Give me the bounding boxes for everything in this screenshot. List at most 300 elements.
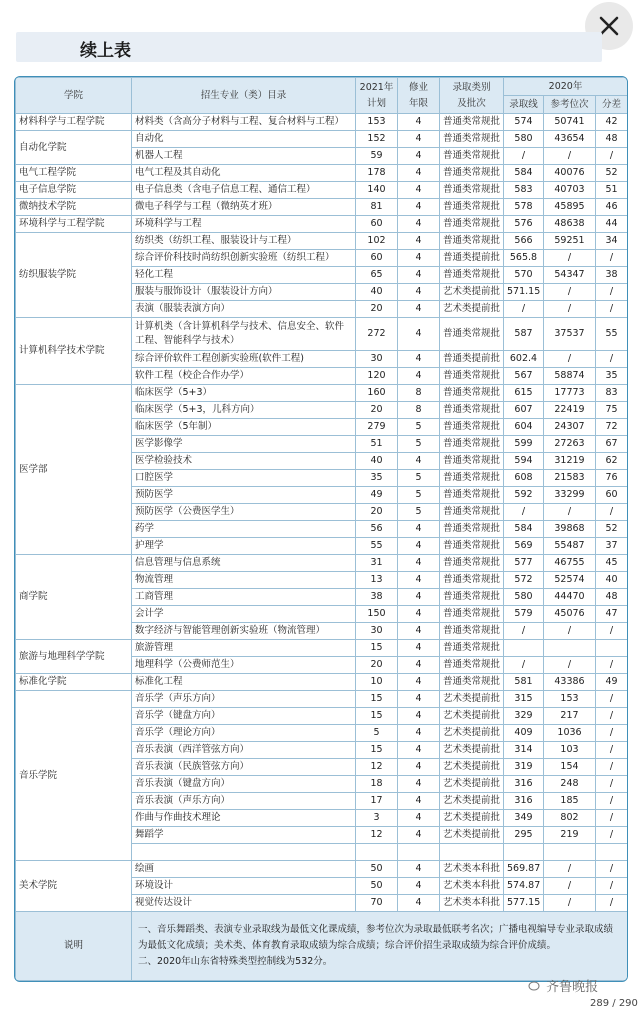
note-line-2: 二、2020年山东省特殊类型控制线为532分。 xyxy=(138,956,333,967)
diff-cell: / xyxy=(596,861,628,878)
rank-cell: 37537 xyxy=(544,318,596,351)
major-cell: 工商管理 xyxy=(132,589,356,606)
rank-cell: 43654 xyxy=(544,131,596,148)
plan-cell: 20 xyxy=(356,657,398,674)
years-cell: 8 xyxy=(398,402,440,419)
college-cell: 计算机科学技术学院 xyxy=(16,318,132,385)
rank-cell: 58874 xyxy=(544,368,596,385)
category-cell: 普通类常规批 xyxy=(440,470,504,487)
diff-cell: 76 xyxy=(596,470,628,487)
rank-cell: 153 xyxy=(544,691,596,708)
score-cell: 584 xyxy=(504,165,544,182)
score-cell: 574.87 xyxy=(504,878,544,895)
plan-cell: 65 xyxy=(356,267,398,284)
category-cell: 普通类常规批 xyxy=(440,657,504,674)
plan-cell: 279 xyxy=(356,419,398,436)
diff-cell: 67 xyxy=(596,436,628,453)
diff-cell: / xyxy=(596,708,628,725)
score-cell: 615 xyxy=(504,385,544,402)
major-cell: 服装与服饰设计（服装设计方向） xyxy=(132,284,356,301)
years-cell: 4 xyxy=(398,640,440,657)
years-cell: 4 xyxy=(398,521,440,538)
score-cell: 579 xyxy=(504,606,544,623)
rank-cell: 219 xyxy=(544,827,596,844)
years-cell: 4 xyxy=(398,708,440,725)
years-cell xyxy=(398,844,440,861)
category-cell: 普通类常规批 xyxy=(440,538,504,555)
category-cell: 普通类常规批 xyxy=(440,589,504,606)
rank-cell: 45076 xyxy=(544,606,596,623)
diff-cell: / xyxy=(596,793,628,810)
diff-cell: 49 xyxy=(596,674,628,691)
major-cell: 音乐表演（西洋管弦方向） xyxy=(132,742,356,759)
score-cell: 576 xyxy=(504,216,544,233)
category-cell: 普通类常规批 xyxy=(440,233,504,250)
rank-cell: / xyxy=(544,301,596,318)
years-cell: 4 xyxy=(398,657,440,674)
category-cell: 普通类常规批 xyxy=(440,419,504,436)
table-row xyxy=(16,165,628,182)
years-cell: 4 xyxy=(398,165,440,182)
years-cell: 4 xyxy=(398,572,440,589)
table-row xyxy=(16,199,628,216)
college-cell: 标准化学院 xyxy=(16,674,132,691)
category-cell: 普通类常规批 xyxy=(440,385,504,402)
category-cell: 普通类常规批 xyxy=(440,131,504,148)
college-cell: 自动化学院 xyxy=(16,131,132,165)
score-cell: 572 xyxy=(504,572,544,589)
diff-cell: 34 xyxy=(596,233,628,250)
score-cell: 574 xyxy=(504,114,544,131)
major-cell: 音乐表演（键盘方向） xyxy=(132,776,356,793)
college-cell: 商学院 xyxy=(16,555,132,640)
rank-cell: / xyxy=(544,878,596,895)
years-cell: 4 xyxy=(398,368,440,385)
rank-cell: / xyxy=(544,895,596,912)
rank-cell: 55487 xyxy=(544,538,596,555)
score-cell: 316 xyxy=(504,793,544,810)
college-cell: 纺织服装学院 xyxy=(16,233,132,318)
major-cell: 视觉传达设计 xyxy=(132,895,356,912)
years-cell: 5 xyxy=(398,504,440,521)
category-cell: 普通类常规批 xyxy=(440,182,504,199)
rank-cell: / xyxy=(544,284,596,301)
score-cell xyxy=(504,844,544,861)
major-cell: 数字经济与智能管理创新实验班（物流管理） xyxy=(132,623,356,640)
college-cell: 微纳技术学院 xyxy=(16,199,132,216)
category-cell: 艺术类提前批 xyxy=(440,793,504,810)
page-title: 续上表 xyxy=(80,41,131,61)
score-cell: 566 xyxy=(504,233,544,250)
college-cell: 美术学院 xyxy=(16,861,132,912)
diff-cell: / xyxy=(596,284,628,301)
category-cell: 艺术类提前批 xyxy=(440,810,504,827)
major-cell: 综合评价科技时尚纺织创新实验班（纺织工程） xyxy=(132,250,356,267)
notes-text xyxy=(132,912,628,981)
plan-cell: 60 xyxy=(356,216,398,233)
rank-cell: 54347 xyxy=(544,267,596,284)
score-cell: 578 xyxy=(504,199,544,216)
plan-cell: 15 xyxy=(356,691,398,708)
table-row xyxy=(16,385,628,402)
years-cell: 4 xyxy=(398,182,440,199)
plan-cell: 20 xyxy=(356,504,398,521)
major-cell: 地理科学（公费师范生） xyxy=(132,657,356,674)
score-cell: 584 xyxy=(504,521,544,538)
category-cell: 普通类常规批 xyxy=(440,487,504,504)
diff-cell: 48 xyxy=(596,589,628,606)
plan-cell: 150 xyxy=(356,606,398,623)
major-cell: 综合评价软件工程创新实验班(软件工程) xyxy=(132,351,356,368)
diff-cell: 48 xyxy=(596,131,628,148)
score-cell xyxy=(504,640,544,657)
rank-cell: 52574 xyxy=(544,572,596,589)
rank-cell: 24307 xyxy=(544,419,596,436)
major-cell: 材料类（含高分子材料与工程、复合材料与工程） xyxy=(132,114,356,131)
category-cell: 普通类常规批 xyxy=(440,572,504,589)
plan-cell: 30 xyxy=(356,351,398,368)
score-cell: / xyxy=(504,301,544,318)
years-cell: 4 xyxy=(398,691,440,708)
years-cell: 4 xyxy=(398,827,440,844)
category-cell: 艺术类提前批 xyxy=(440,284,504,301)
header-college: 学院 xyxy=(16,78,132,114)
wechat-icon xyxy=(528,980,542,992)
years-cell: 4 xyxy=(398,301,440,318)
rank-cell: / xyxy=(544,657,596,674)
score-cell: 565.8 xyxy=(504,250,544,267)
diff-cell: / xyxy=(596,810,628,827)
major-cell: 轻化工程 xyxy=(132,267,356,284)
diff-cell: / xyxy=(596,623,628,640)
diff-cell: 44 xyxy=(596,216,628,233)
major-cell xyxy=(132,844,356,861)
years-cell: 5 xyxy=(398,470,440,487)
rank-cell: 45895 xyxy=(544,199,596,216)
rank-cell: 185 xyxy=(544,793,596,810)
category-cell: 普通类常规批 xyxy=(440,623,504,640)
years-cell: 5 xyxy=(398,487,440,504)
years-cell: 4 xyxy=(398,589,440,606)
diff-cell: / xyxy=(596,250,628,267)
major-cell: 预防医学 xyxy=(132,487,356,504)
rank-cell: / xyxy=(544,623,596,640)
category-cell: 普通类常规批 xyxy=(440,504,504,521)
plan-cell: 49 xyxy=(356,487,398,504)
score-cell: 319 xyxy=(504,759,544,776)
category-cell: 艺术类提前批 xyxy=(440,759,504,776)
years-cell: 4 xyxy=(398,742,440,759)
plan-cell: 15 xyxy=(356,742,398,759)
table-row xyxy=(16,182,628,199)
major-cell: 会计学 xyxy=(132,606,356,623)
years-cell: 8 xyxy=(398,385,440,402)
plan-cell: 17 xyxy=(356,793,398,810)
plan-cell: 160 xyxy=(356,385,398,402)
major-cell: 作曲与作曲技术理论 xyxy=(132,810,356,827)
rank-cell: 17773 xyxy=(544,385,596,402)
years-cell: 4 xyxy=(398,216,440,233)
plan-cell: 55 xyxy=(356,538,398,555)
years-cell: 4 xyxy=(398,538,440,555)
rank-cell: 31219 xyxy=(544,453,596,470)
diff-cell: 40 xyxy=(596,572,628,589)
major-cell: 音乐表演（声乐方向） xyxy=(132,793,356,810)
diff-cell: 52 xyxy=(596,521,628,538)
note-line-1: 一、音乐舞蹈类、表演专业录取线为最低文化课成绩，参考位次为录取最低联考名次；广播电视编导专业录取成绩为最低文化成绩；美术类、体育教育录取成绩为综合成绩；综合评价招生录取成绩为综合评价成绩。 xyxy=(138,924,614,951)
plan-cell: 120 xyxy=(356,368,398,385)
table-row xyxy=(16,318,628,351)
major-cell: 自动化 xyxy=(132,131,356,148)
plan-cell: 13 xyxy=(356,572,398,589)
diff-cell: / xyxy=(596,742,628,759)
plan-cell: 102 xyxy=(356,233,398,250)
years-cell: 4 xyxy=(398,453,440,470)
plan-cell: 152 xyxy=(356,131,398,148)
plan-cell: 20 xyxy=(356,301,398,318)
years-cell: 4 xyxy=(398,793,440,810)
diff-cell: 52 xyxy=(596,165,628,182)
diff-cell: / xyxy=(596,148,628,165)
category-cell: 艺术类提前批 xyxy=(440,301,504,318)
header-plan: 2021年 计划 xyxy=(356,78,398,114)
diff-cell: 42 xyxy=(596,114,628,131)
major-cell: 机器人工程 xyxy=(132,148,356,165)
years-cell: 4 xyxy=(398,131,440,148)
rank-cell: 21583 xyxy=(544,470,596,487)
major-cell: 微电子科学与工程（微纳英才班） xyxy=(132,199,356,216)
major-cell: 环境科学与工程 xyxy=(132,216,356,233)
diff-cell: / xyxy=(596,657,628,674)
table-row xyxy=(16,640,628,657)
plan-cell: 178 xyxy=(356,165,398,182)
header-score: 录取线 xyxy=(504,96,544,114)
years-cell: 4 xyxy=(398,267,440,284)
category-cell: 普通类常规批 xyxy=(440,640,504,657)
years-cell: 4 xyxy=(398,623,440,640)
table-row xyxy=(16,131,628,148)
score-cell: 608 xyxy=(504,470,544,487)
diff-cell: 75 xyxy=(596,402,628,419)
diff-cell: / xyxy=(596,776,628,793)
score-cell: 316 xyxy=(504,776,544,793)
plan-cell: 51 xyxy=(356,436,398,453)
plan-cell: 56 xyxy=(356,521,398,538)
diff-cell: / xyxy=(596,301,628,318)
years-cell: 4 xyxy=(398,199,440,216)
category-cell: 普通类常规批 xyxy=(440,148,504,165)
score-cell: 604 xyxy=(504,419,544,436)
diff-cell: 60 xyxy=(596,487,628,504)
rank-cell: 217 xyxy=(544,708,596,725)
plan-cell: 12 xyxy=(356,827,398,844)
rank-cell: 33299 xyxy=(544,487,596,504)
page-counter: 289 / 290 xyxy=(590,998,638,1009)
major-cell: 电子信息类（含电子信息工程、通信工程） xyxy=(132,182,356,199)
rank-cell: 40076 xyxy=(544,165,596,182)
rank-cell: / xyxy=(544,504,596,521)
years-cell: 4 xyxy=(398,351,440,368)
plan-cell: 30 xyxy=(356,623,398,640)
diff-cell: / xyxy=(596,351,628,368)
diff-cell: / xyxy=(596,725,628,742)
major-cell: 音乐表演（民族管弦方向） xyxy=(132,759,356,776)
category-cell: 艺术类本科批 xyxy=(440,861,504,878)
header-diff: 分差 xyxy=(596,96,628,114)
major-cell: 环境设计 xyxy=(132,878,356,895)
rank-cell: / xyxy=(544,351,596,368)
header-rank: 参考位次 xyxy=(544,96,596,114)
score-cell: 581 xyxy=(504,674,544,691)
score-cell: 580 xyxy=(504,131,544,148)
category-cell: 普通类常规批 xyxy=(440,521,504,538)
plan-cell xyxy=(356,844,398,861)
score-cell: / xyxy=(504,504,544,521)
table-row xyxy=(16,691,628,708)
diff-cell: 62 xyxy=(596,453,628,470)
category-cell: 普通类常规批 xyxy=(440,267,504,284)
category-cell: 艺术类提前批 xyxy=(440,708,504,725)
years-cell: 4 xyxy=(398,895,440,912)
category-cell: 普通类常规批 xyxy=(440,165,504,182)
rank-cell xyxy=(544,640,596,657)
score-cell: 570 xyxy=(504,267,544,284)
college-cell: 电子信息学院 xyxy=(16,182,132,199)
score-cell: 295 xyxy=(504,827,544,844)
category-cell: 艺术类提前批 xyxy=(440,742,504,759)
plan-cell: 153 xyxy=(356,114,398,131)
diff-cell: / xyxy=(596,759,628,776)
notes-label: 说明 xyxy=(16,912,132,981)
major-cell: 医学影像学 xyxy=(132,436,356,453)
major-cell: 药学 xyxy=(132,521,356,538)
category-cell: 艺术类提前批 xyxy=(440,827,504,844)
major-cell: 物流管理 xyxy=(132,572,356,589)
category-cell: 普通类提前批 xyxy=(440,250,504,267)
table-row xyxy=(16,216,628,233)
header-2020: 2020年 xyxy=(504,78,628,96)
category-cell: 普通类提前批 xyxy=(440,351,504,368)
years-cell: 4 xyxy=(398,148,440,165)
rank-cell: 50741 xyxy=(544,114,596,131)
score-cell: / xyxy=(504,623,544,640)
score-cell: 587 xyxy=(504,318,544,351)
category-cell: 普通类常规批 xyxy=(440,453,504,470)
major-cell: 绘画 xyxy=(132,861,356,878)
rank-cell: 103 xyxy=(544,742,596,759)
years-cell: 4 xyxy=(398,878,440,895)
score-cell: / xyxy=(504,657,544,674)
rank-cell: 46755 xyxy=(544,555,596,572)
major-cell: 临床医学（5年制） xyxy=(132,419,356,436)
plan-cell: 81 xyxy=(356,199,398,216)
category-cell: 艺术类本科批 xyxy=(440,878,504,895)
plan-cell: 272 xyxy=(356,318,398,351)
major-cell: 医学检验技术 xyxy=(132,453,356,470)
category-cell: 艺术类提前批 xyxy=(440,776,504,793)
years-cell: 4 xyxy=(398,284,440,301)
major-cell: 音乐学（理论方向） xyxy=(132,725,356,742)
major-cell: 计算机类（含计算机科学与技术、信息安全、软件工程、智能科学与技术） xyxy=(132,318,356,351)
rank-cell: 27263 xyxy=(544,436,596,453)
rank-cell: 248 xyxy=(544,776,596,793)
category-cell: 普通类常规批 xyxy=(440,368,504,385)
major-cell: 信息管理与信息系统 xyxy=(132,555,356,572)
major-cell: 标准化工程 xyxy=(132,674,356,691)
major-cell: 音乐学（键盘方向） xyxy=(132,708,356,725)
header-category: 录取类别 及批次 xyxy=(440,78,504,114)
score-cell: 592 xyxy=(504,487,544,504)
rank-cell: 40703 xyxy=(544,182,596,199)
rank-cell xyxy=(544,844,596,861)
plan-cell: 31 xyxy=(356,555,398,572)
diff-cell: / xyxy=(596,878,628,895)
diff-cell: 72 xyxy=(596,419,628,436)
score-cell: 569 xyxy=(504,538,544,555)
score-cell: 569.87 xyxy=(504,861,544,878)
header-major: 招生专业（类）目录 xyxy=(132,78,356,114)
diff-cell: / xyxy=(596,691,628,708)
plan-cell: 70 xyxy=(356,895,398,912)
score-cell: 314 xyxy=(504,742,544,759)
score-cell: 349 xyxy=(504,810,544,827)
years-cell: 4 xyxy=(398,114,440,131)
category-cell: 普通类常规批 xyxy=(440,436,504,453)
diff-cell: 47 xyxy=(596,606,628,623)
category-cell: 普通类常规批 xyxy=(440,216,504,233)
category-cell: 普通类常规批 xyxy=(440,199,504,216)
category-cell: 艺术类本科批 xyxy=(440,895,504,912)
rank-cell: 802 xyxy=(544,810,596,827)
score-cell: 329 xyxy=(504,708,544,725)
plan-cell: 35 xyxy=(356,470,398,487)
years-cell: 4 xyxy=(398,861,440,878)
table-row xyxy=(16,674,628,691)
category-cell: 普通类常规批 xyxy=(440,674,504,691)
rank-cell: 48638 xyxy=(544,216,596,233)
score-cell: 602.4 xyxy=(504,351,544,368)
watermark-text: 齐鲁晚报 xyxy=(546,980,599,995)
plan-cell: 38 xyxy=(356,589,398,606)
table-row xyxy=(16,555,628,572)
major-cell: 旅游管理 xyxy=(132,640,356,657)
rank-cell: 44470 xyxy=(544,589,596,606)
score-cell: / xyxy=(504,148,544,165)
watermark xyxy=(528,976,598,995)
major-cell: 口腔医学 xyxy=(132,470,356,487)
table-row xyxy=(16,861,628,878)
plan-cell: 140 xyxy=(356,182,398,199)
score-cell: 599 xyxy=(504,436,544,453)
score-cell: 607 xyxy=(504,402,544,419)
diff-cell: 37 xyxy=(596,538,628,555)
years-cell: 5 xyxy=(398,419,440,436)
plan-cell: 40 xyxy=(356,453,398,470)
score-cell: 583 xyxy=(504,182,544,199)
score-cell: 594 xyxy=(504,453,544,470)
plan-cell: 3 xyxy=(356,810,398,827)
category-cell xyxy=(440,844,504,861)
major-cell: 表演（服装表演方向） xyxy=(132,301,356,318)
rank-cell: 22419 xyxy=(544,402,596,419)
major-cell: 临床医学（5+3） xyxy=(132,385,356,402)
diff-cell: 35 xyxy=(596,368,628,385)
score-cell: 409 xyxy=(504,725,544,742)
years-cell: 4 xyxy=(398,233,440,250)
diff-cell: 55 xyxy=(596,318,628,351)
plan-cell: 18 xyxy=(356,776,398,793)
major-cell: 舞蹈学 xyxy=(132,827,356,844)
